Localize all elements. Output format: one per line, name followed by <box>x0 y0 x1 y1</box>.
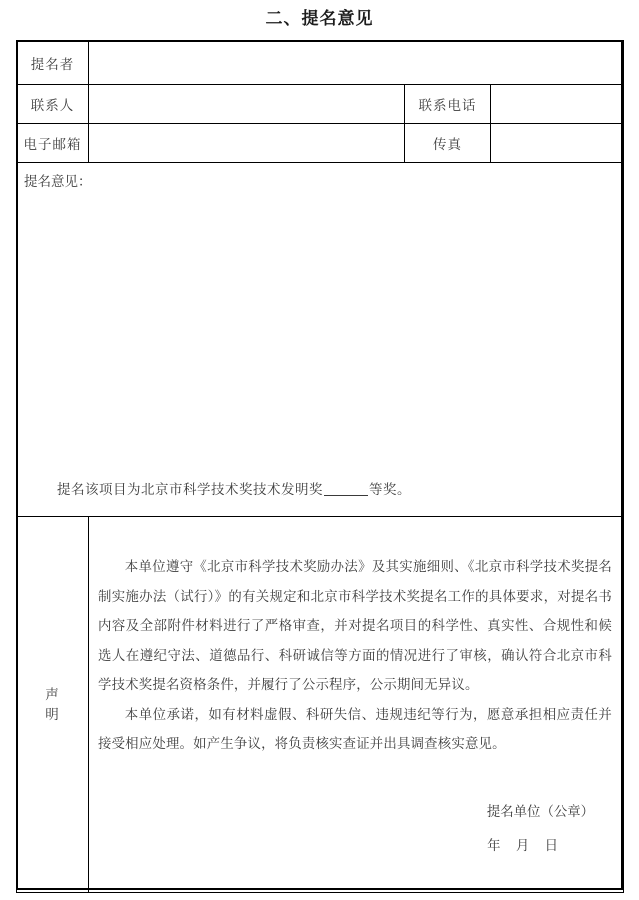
field-nominator-value[interactable] <box>89 41 624 85</box>
label-fax: 传真 <box>405 124 491 163</box>
declaration-body-cell <box>89 517 624 893</box>
signature-organization: 提名单位（公章） <box>486 803 595 819</box>
declaration-label-line1: 声 <box>45 686 60 702</box>
field-email-value[interactable] <box>89 124 405 163</box>
label-email: 电子邮箱 <box>17 124 89 163</box>
opinion-label: 提名意见： <box>24 174 92 189</box>
table-row <box>17 85 624 124</box>
declaration-label-cell <box>17 517 89 893</box>
table-row <box>17 124 624 163</box>
field-fax-value[interactable] <box>491 124 624 163</box>
table-row-declaration <box>17 517 624 893</box>
table-row <box>17 41 624 85</box>
label-nominator: 提名者 <box>17 41 89 85</box>
declaration-paragraph-1: 本单位遵守《北京市科学技术奖励办法》及其实施细则、《北京市科学技术奖提名制实施办法（试行）》的有关规定和北京市科学技术奖提名工作的具体要求，对提名书内容及全部附件材料进行了严格审查，并对提名项目的科学性、真实性、合规性和候选人在遵纪守法、道德品行、科研诚信等方面的情况进行了审核，确认符合北京市科学技术奖提名资格条件，并履行了公示程序，公示期间无异议。 <box>98 559 613 693</box>
field-contact-phone-value[interactable] <box>491 85 624 124</box>
award-statement-suffix: 等奖。 <box>369 482 411 497</box>
declaration-label-line2: 明 <box>45 706 60 722</box>
nomination-opinion-cell[interactable] <box>17 163 624 517</box>
signature-date: 年 月 日 <box>487 837 565 853</box>
declaration-paragraph-2: 本单位承诺，如有材料虚假、科研失信、违规违纪等行为，愿意承担相应责任并接受相应处理。如产生争议，将负责核实查证并出具调查核实意见。 <box>98 706 613 752</box>
nomination-form-table <box>16 40 624 893</box>
declaration-label <box>17 685 88 725</box>
field-contact-person-value[interactable] <box>89 85 405 124</box>
page-title: 二、提名意见 <box>265 9 374 28</box>
award-level-blank[interactable] <box>324 495 368 496</box>
table-row-opinion <box>17 163 624 517</box>
award-statement <box>57 478 411 498</box>
label-contact-person: 联系人 <box>17 85 89 124</box>
award-statement-prefix: 提名该项目为北京市科学技术奖技术发明奖 <box>57 482 323 497</box>
label-contact-phone: 联系电话 <box>405 85 491 124</box>
signature-block <box>98 795 612 863</box>
